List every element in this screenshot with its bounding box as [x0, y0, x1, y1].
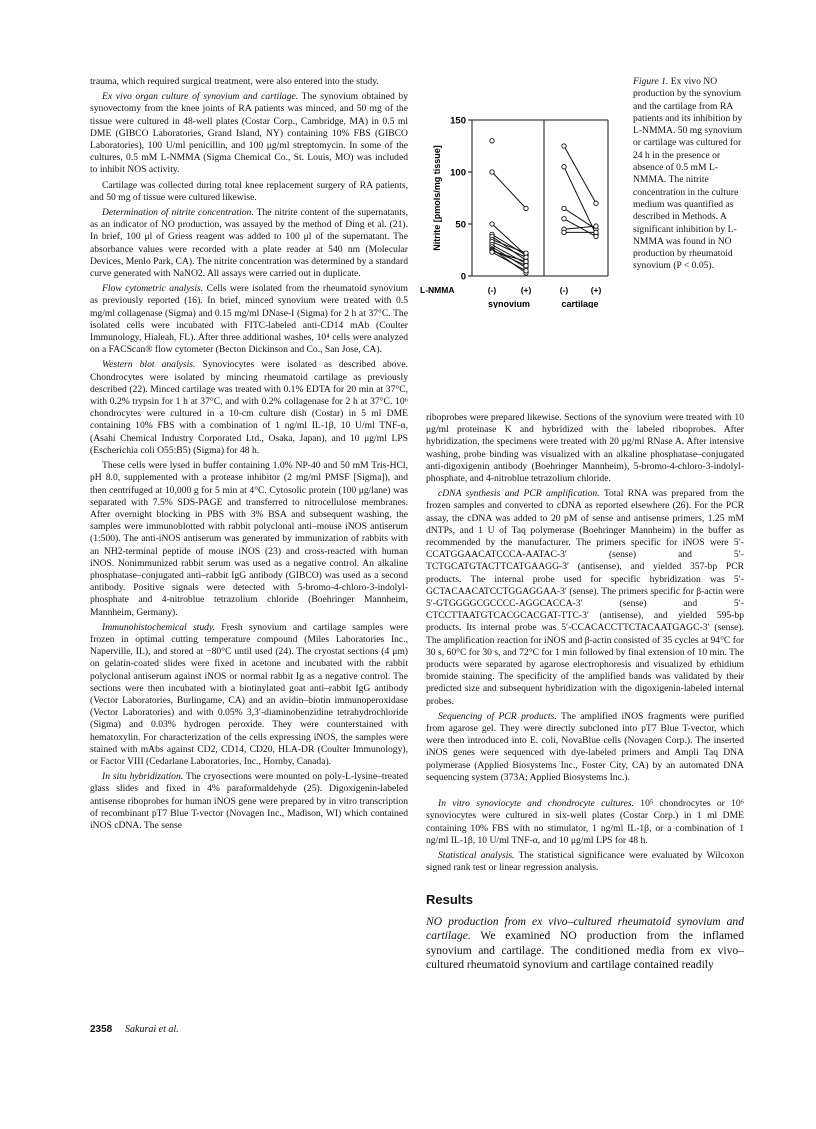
data-point-control: [562, 144, 566, 148]
paragraph-text: Cartilage was collected during total knee replacement surgery of RA patients, and 50 mg of tissue were cultured likewise.: [90, 179, 408, 203]
figure-caption: [633, 76, 745, 273]
section-lead: Western blot analysis.: [102, 359, 196, 371]
page-number: 2358: [90, 1024, 113, 1035]
paragraph-text: Total RNA was prepared from the frozen samples and converted to cDNA as reported elsewhere (26). For the PCR assay, the cDNA was added to 20 pM of sense and antisense primers, 1.25 mM dNTPs, and 1 U of Taq polymerase (Boehringer Mannheim) in the buffer as recommended by the manufacturer. The primers specific for iNOS were 5′-CCATGGAACATCCCA-AATAC-3′ (sense) and 5′-TCTGCATGTACTTCATGAAGG-3′ (antisense), and yielded 357-bp PCR products. The internal probe used for specific hybridization was 5′-GCTACAACATCCTGGAGGAA-3′ (sense). The primers specific for β-actin were 5′-GTGGGGCGCCCC-AGGCACCA-3′ (sense) and 5′-CTCCTTAATGTCACGCACGAT-TTC-3′ (antisense), and yielded 595-bp products. Its internal probe was 5′-CCACACCTTCTACAATGAGC-3′ (sense). The amplification reaction for iNOS and β-actin consisted of 35 cycles at 94°C for 30 s, 60°C for 30 s, and 72°C for 1 min followed by final extension of 10 min. The products were separated by agarose electrophoresis and visualized by ethidium bromide staining. The specificity of the amplified bands was validated by their predicted size and subsequent hybridization with the digoxigenin-labeled internal probes.: [426, 488, 744, 707]
section-lead: Sequencing of PCR products.: [438, 710, 557, 722]
left-paragraph: [90, 771, 408, 832]
paragraph-text: The synovium obtained by synovectomy from the knee joints of RA patients was minced, and 50 mg of the tissue were cultured in 48-well plates (Costar Corp., Cambridge, MA) in 0.5 ml DME (GIBCO Laboratories, Grand Island, NY) containing 10% FBS (GIBCO Laboratories), 100 U/ml penicillin, and 100 μg/ml streptomycin. In some of the cultures, 0.5 mM L-NMMA (Sigma Chemical Co., St. Louis, MO) was included to inhibit NOS activity.: [90, 91, 408, 176]
paragraph-text: The nitrite content of the supernatants, as an indicator of NO production, was assayed by the method of Ding et al. (21). In brief, 100 μl of Griess reagent was added to 100 μl of the supernatant. The absorbance values were recorded with a plate reader at 540 nm (Molecular Devices, Menlo Park, CA). The nitrite concentration was determined by a standard curve generated with NaNO2. All assays were carried out in duplicate.: [90, 207, 408, 280]
running-authors: Sakurai et al.: [125, 1024, 179, 1035]
paired-line: [564, 167, 596, 235]
page-footer: [90, 1024, 179, 1035]
left-paragraph: [90, 91, 408, 176]
section-lead: Statistical analysis.: [438, 849, 515, 861]
caption-text: Ex vivo NO production by the synovium and the cartilage from RA patients and its inhibition by L-NMMA. 50 mg synovium or cartilage was cultured for 24 h in the presence or absence of 0.5 mM L-NMMA. The nitrite concentration in the culture medium was quantified as described in Methods. A significant inhibition by L-NMMA was found in NO production by rheumatoid synovium (P < 0.05).: [633, 76, 743, 272]
data-point-control: [562, 206, 566, 210]
y-tick-label: 50: [455, 219, 466, 231]
section-lead: Flow cytometric analysis.: [102, 283, 204, 295]
y-tick-label: 0: [460, 271, 466, 283]
section-lead: In vitro synoviocyte and chondrocyte cultures.: [438, 798, 635, 810]
paragraph-text: Synoviocytes were isolated as described above. Chondrocytes were isolated by mincing rheumatoid cartilage as previously described (22). Minced cartilage was treated with 0.1% EDTA for 20 min at 37°C, with 0.2% trypsin for 1 h at 37°C, and with 0.2% collagenase for 2 h at 37°C. 10⁶ chondrocytes were cultured in a 10-cm culture dish (Costar) in 5 ml DME containing 10% FBS with a combination of 1 ng/ml IL-1β, 10 U/ml TNF-α, (Asahi Chemical Industry Corporated Ltd., Osaka, Japan), and 10 μg/ml LPS (Escherichia coli O55:B5) (Sigma) for 48 h.: [90, 359, 408, 456]
right-paragraph: [426, 798, 744, 847]
figure-1-chart: [420, 108, 630, 308]
data-point-l-nmma: [594, 201, 598, 205]
left-paragraph: [90, 283, 408, 356]
caption-figure-label: Figure 1.: [633, 76, 669, 87]
paired-line: [564, 226, 596, 229]
paired-line: [492, 240, 526, 254]
section-lead: In situ hybridization.: [102, 771, 184, 783]
data-point-l-nmma: [594, 230, 598, 234]
right-paragraph: [426, 711, 744, 784]
paragraph-text: The amplified iNOS fragments were purified from agarose gel. They were directly subcloned into pT7 Blue T-vector, which were then introduced into E. coli, NovaBlue cells (Novagen Corp.). The inserted iNOS genes were sequenced with dye-labeled primers and Ampli Taq DNA polymerase (Applied Biosystems Inc., Foster City, CA) by an automated DNA sequencing system (373A; Applied Biosystems Inc.).: [426, 710, 744, 783]
paragraph-text: 10⁵ chondrocytes or 10⁶ synoviocytes were cultured in six-well plates (Costar Corp.) in 1 ml DME containing 10% FBS with no stimulator, 1 ng/ml IL-1β, or a combination of 1 ng/ml IL-1β, 10 U/ml TNF-α, and 10 μg/ml LPS for 48 h.: [426, 798, 744, 846]
left-paragraph: [90, 180, 408, 204]
results-heading: Results: [426, 892, 473, 908]
paragraph-text: We examined NO production from the inflamed synovium and cartilage. The conditioned media from ex vivo–cultured rheumatoid synovium and cartilage contained readily: [426, 929, 744, 972]
paragraph-text: riboprobes were prepared likewise. Sections of the synovium were treated with 10 μg/ml proteinase K and hybridized with the labeled riboprobes. After hybridization, the specimens were treated with 20 μg/ml RNase A. After intensive washing, probe binding was visualized with an alkaline phosphatase–conjugated anti-digoxigenin antibody (Boehringer Mannheim), 5-bromo-4-chloro-3-indolyl-phosphate, and 4-nitroblue tetrazolium chloride.: [426, 412, 744, 485]
right-paragraph: [426, 488, 744, 708]
section-lead: NO production from ex vivo–cultured rheumatoid synovium and cartilage.: [426, 914, 744, 943]
condition-label: (+): [590, 285, 602, 295]
condition-label: (+): [520, 285, 532, 295]
section-lead: cDNA synthesis and PCR amplification.: [438, 488, 600, 500]
y-tick-label: 100: [450, 167, 466, 179]
paragraph-text: Cells were isolated from the rheumatoid synovium as previously reported (16). In brief, minced synovium were treated with 0.5 mg/ml collagenase (Sigma) and 0.15 mg/ml DNase-I (Sigma) for 2 h at 37°C. The isolated cells were incubated with FITC-labeled anti-CD14 mAb (Coulter Immunology, Hialeah, FL). After three additional washes, 10⁴ cells were analyzed on a FACScan® flow cytometer (Becton Dickinson and Co., San Jose, CA).: [90, 283, 408, 356]
data-point-control: [490, 250, 494, 254]
data-point-control: [562, 230, 566, 234]
left-column: [90, 76, 408, 835]
right-paragraph: [426, 850, 744, 874]
data-point-l-nmma: [524, 269, 528, 273]
paragraph-text: These cells were lysed in buffer containing 1.0% NP-40 and 50 mM Tris-HCl, pH 8.0, supplemented with a protease inhibitor (2 mg/ml PMSF [Sigma]), and then centrifuged at 10,000 g for 5 min at 4°C. Cytosolic protein (100 μg/lane) was separated with 7.5% SDS-PAGE and transferred to nitrocellulose membranes. After overnight blocking in PBS with 3% BSA and subsequent washing, the samples were immunoblotted with rabbit polyclonal anti–mouse iNOS antiserum (1:500). The anti-iNOS antiserum was generated by immunization of rabbits with an NH2-terminal peptide of mouse iNOS (23) and cross-reacted with human iNOS. Nonimmunized rabbit serum was used as a negative control. An alkaline phosphatase–conjugated anti–rabbit IgG antibody (GIBCO) was used as a second antibody. Positive signals were detected with 5-bromo-4-chloro-3-indolyl-phosphate and 4-nitroblue tetrazolium chloride (Boehringer Mannheim, Mannheim, Germany).: [90, 460, 408, 618]
right-column: [426, 412, 744, 976]
paragraph-text: trauma, which required surgical treatment, were also entered into the study.: [90, 76, 379, 87]
section-lead: Ex vivo organ culture of synovium and cartilage.: [102, 91, 299, 103]
paragraph-text: The statistical significance were evaluated by Wilcoxon signed rank test or linear regression analysis.: [426, 849, 744, 874]
data-point-l-nmma: [524, 206, 528, 210]
paragraph-text: Fresh synovium and cartilage samples were frozen in optimal cutting temperature compound (Miles Laboratories Inc., Naperville, IL), and stored at −80°C until used (24). The cryostat sections (4 μm) on gelatin-coated slides were fixed in acetone and incubated with the rabbit polyclonal antiserum against iNOS or normal rabbit Ig as a negative control. The sections were then incubated with a biotinylated goat anti–rabbit IgG antibody (Vector Laboratories, Burlingame, CA) and an avidin–biotin immunoperoxidase (Vector Laboratories) and with 0.05% 3,3′-diaminobenzidine tetrahydrochloride (Sigma) and 0.03% hydrogen peroxide. They were counterstained with hematoxylin. For characterization of the cells expressing iNOS, the samples were stained with mAbs against CD2, CD14, CD20, HLA-DR (Coulter Immunology), or Factor VIII (Cedarlane Laboratories, Inc., Hornby, Canada).: [90, 621, 408, 767]
data-point-control: [490, 222, 494, 226]
left-paragraph: [90, 460, 408, 619]
data-point-control: [562, 165, 566, 169]
left-paragraph: [90, 207, 408, 280]
data-point-control: [490, 170, 494, 174]
paired-line: [564, 146, 596, 203]
condition-label: (-): [487, 285, 497, 295]
left-paragraph: [90, 76, 408, 88]
panel-label-cartilage: cartilage: [561, 299, 599, 308]
condition-label: (-): [559, 285, 569, 295]
results-paragraph: [426, 915, 744, 973]
data-point-l-nmma: [524, 259, 528, 263]
paired-line: [492, 172, 526, 208]
l-nmma-row-label: L-NMMA: [420, 285, 455, 295]
data-point-l-nmma: [594, 224, 598, 228]
section-lead: Determination of nitrite concentration.: [102, 207, 254, 219]
panel-label-synovium: synovium: [487, 299, 531, 308]
y-tick-label: 150: [450, 115, 466, 127]
paragraph-text: The cryosections were mounted on poly-L-lysine–treated glass slides and fixed in 4% paraformaldehyde (25). Digoxigenin-labeled antisense riboprobes for human iNOS gene were prepared by in vitro transcription of recombinant pT7 Blue T-vector (Novagen Inc., Madison, WI) which contained iNOS cDNA. The sense: [90, 771, 409, 831]
y-axis-label: Nitrite [pmols/mg tissue]: [432, 145, 442, 251]
data-point-control: [490, 139, 494, 143]
section-lead: Immunohistochemical study.: [102, 621, 216, 633]
left-paragraph: [90, 359, 408, 457]
data-point-control: [562, 217, 566, 221]
left-paragraph: [90, 622, 408, 768]
right-paragraph: [426, 412, 744, 485]
